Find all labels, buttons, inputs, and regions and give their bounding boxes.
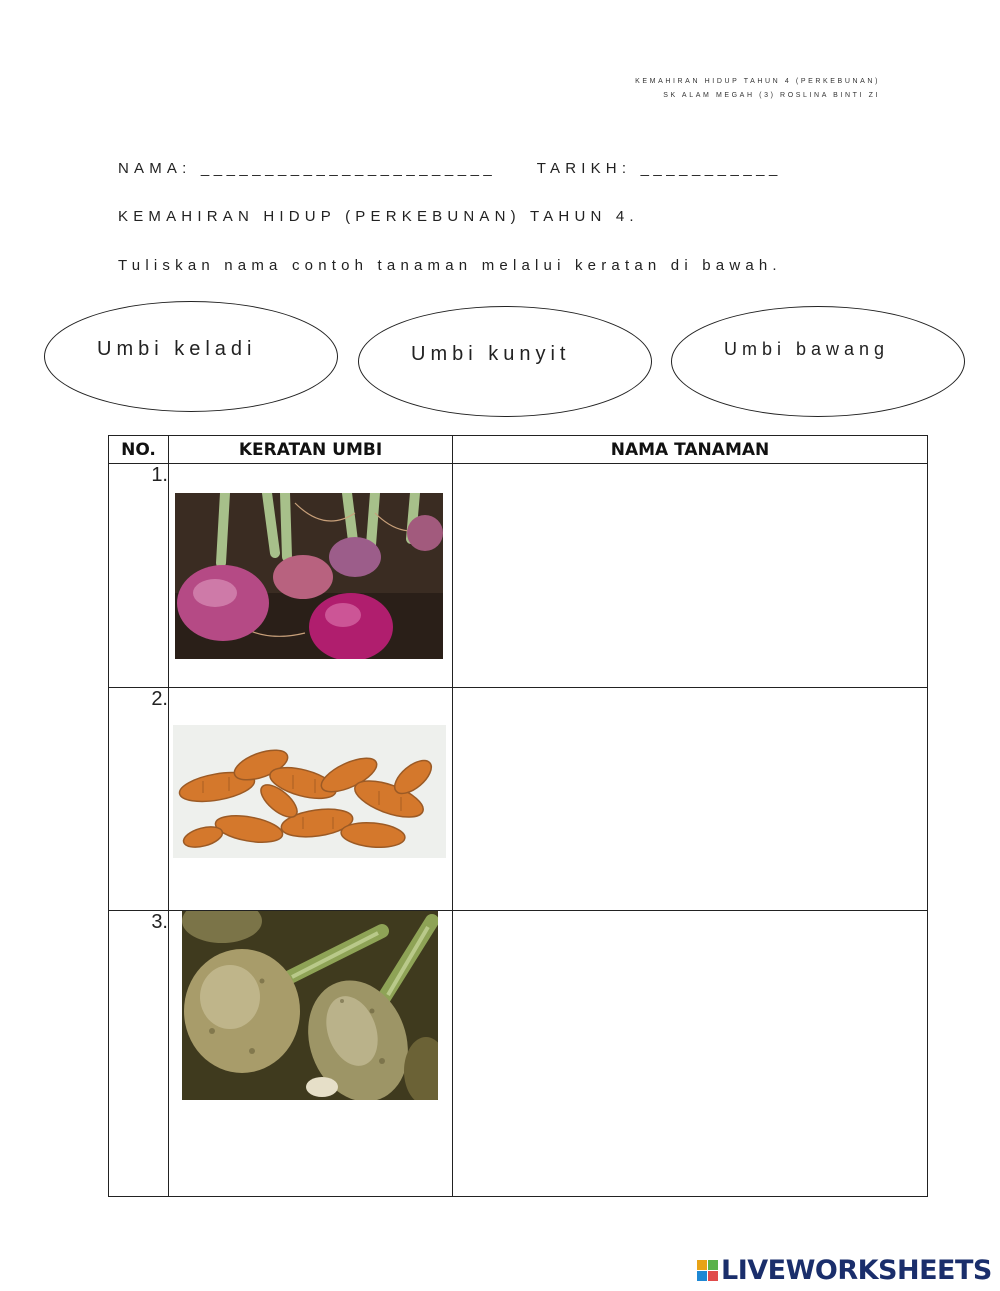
answer-cell[interactable] bbox=[453, 688, 928, 911]
column-header-image: KERATAN UMBI bbox=[169, 436, 453, 464]
worksheet-title: KEMAHIRAN HIDUP (PERKEBUNAN) TAHUN 4. bbox=[118, 208, 639, 225]
liveworksheets-wordmark: LIVEWORKSHEETS bbox=[721, 1255, 992, 1286]
liveworksheets-logo[interactable] bbox=[697, 1255, 992, 1286]
answer-cell[interactable] bbox=[453, 464, 928, 688]
answer-cell[interactable] bbox=[453, 911, 928, 1197]
column-header-no: NO. bbox=[109, 436, 169, 464]
table-row bbox=[109, 911, 928, 1197]
name-label: NAMA: bbox=[118, 160, 192, 177]
liveworksheets-icon bbox=[697, 1260, 718, 1281]
date-field[interactable]: ___________ bbox=[640, 160, 782, 177]
header-school-line: SK ALAM MEGAH (3) ROSLINA BINTI ZI bbox=[663, 92, 880, 99]
name-field[interactable]: _______________________ bbox=[200, 160, 497, 177]
date-label: TARIKH: bbox=[536, 160, 632, 177]
turmeric-photo bbox=[173, 725, 446, 858]
image-cell bbox=[169, 464, 453, 688]
option-oval-keladi[interactable] bbox=[44, 301, 338, 412]
image-cell bbox=[169, 911, 453, 1197]
red-onion-photo bbox=[175, 493, 443, 659]
option-oval-bawang[interactable] bbox=[671, 306, 965, 417]
option-label: Umbi kunyit bbox=[411, 343, 571, 365]
option-label: Umbi keladi bbox=[97, 338, 257, 360]
row-number: 1. bbox=[109, 464, 169, 688]
table-row bbox=[109, 464, 928, 688]
row-number: 3. bbox=[109, 911, 169, 1197]
column-header-answer: NAMA TANAMAN bbox=[453, 436, 928, 464]
image-cell bbox=[169, 688, 453, 911]
row-number: 2. bbox=[109, 688, 169, 911]
taro-photo bbox=[182, 911, 438, 1100]
option-label: Umbi bawang bbox=[724, 339, 890, 359]
student-info-row bbox=[118, 160, 782, 177]
header-course-line: KEMAHIRAN HIDUP TAHUN 4 (PERKEBUNAN) bbox=[635, 78, 880, 85]
option-oval-kunyit[interactable] bbox=[358, 306, 652, 417]
table-row bbox=[109, 688, 928, 911]
worksheet-table bbox=[108, 435, 928, 1197]
table-header-row bbox=[109, 436, 928, 464]
instruction-text: Tuliskan nama contoh tanaman melalui keratan di bawah. bbox=[118, 257, 782, 274]
